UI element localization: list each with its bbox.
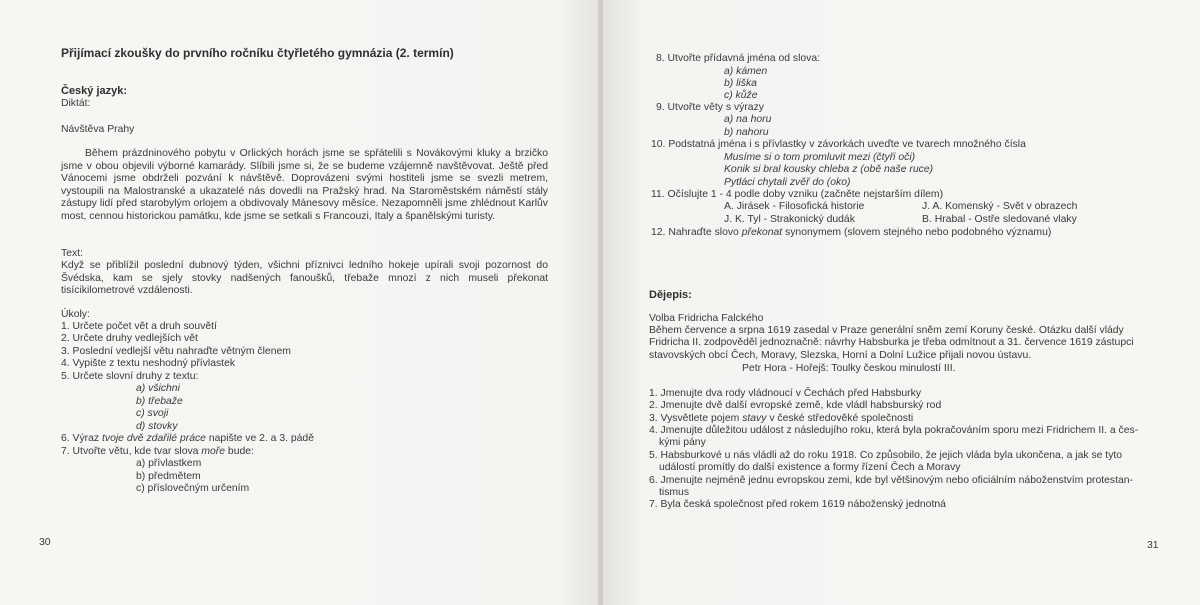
diktat-label: Diktát: bbox=[61, 98, 91, 109]
task11-option: A. Jirásek - Filosofická historie bbox=[724, 201, 865, 212]
task-item: 11. Očíslujte 1 - 4 podle doby vzniku (začněte nejstarším dílem) bbox=[651, 189, 944, 200]
task-item: 5. Určete slovní druhy z textu: bbox=[61, 371, 199, 382]
page-right bbox=[603, 0, 1200, 605]
task5-subitem: c) svoji bbox=[136, 408, 169, 419]
history-text-title: Volba Fridricha Falckého bbox=[649, 313, 764, 324]
history-task: 6. Jmenujte nejméně jednu evropskou zemi, kde byl většinovým nebo oficiálním náboženstvím protestan- bbox=[649, 475, 1133, 486]
task11-option: J. A. Komenský - Svět v obrazech bbox=[922, 201, 1078, 212]
task11-option: J. K. Tyl - Strakonický dudák bbox=[724, 214, 855, 225]
task10-subitem: Konik si bral kousky chleba z (obě naše ruce) bbox=[724, 164, 934, 175]
task7-subitem: b) předmětem bbox=[136, 471, 201, 482]
task-item: 6. Výraz tvoje dvě zdařilé práce napište ve 2. a 3. pádě bbox=[61, 433, 314, 444]
history-task: 3. Vysvětlete pojem stavy v české středověké společnosti bbox=[649, 413, 914, 424]
task-item: 7. Utvořte větu, kde tvar slova moře bude: bbox=[61, 446, 254, 457]
section-history-heading: Dějepis: bbox=[649, 289, 692, 301]
task7-subitem: a) přívlastkem bbox=[136, 458, 202, 469]
history-task: 5. Habsburkové u nás vládli až do roku 1918. Co způsobilo, že jejich vláda byla ukončena, a jak se tyto bbox=[649, 450, 1123, 461]
text-paragraph: Když se přiblížil poslední dubnový týden, všichni příznivci ledního hokeje upírali svoji pozornost do Švédska, kam se sjely stovky nadšených fanoušků, třebaže mnozí z nich museli překonat tisícikilometrové vzdálenosti. bbox=[61, 260, 548, 297]
task-item: 2. Určete druhy vedlejších vět bbox=[61, 333, 198, 344]
task9-subitem: b) nahoru bbox=[724, 127, 769, 138]
page-number: 31 bbox=[1147, 540, 1159, 551]
task10-subitem: Pytláci chytali zvěř do (oko) bbox=[724, 177, 851, 188]
task11-option: B. Hrabal - Ostře sledované vlaky bbox=[922, 214, 1077, 225]
page-number: 30 bbox=[39, 537, 51, 548]
history-task: 1. Jmenujte dva rody vládnoucí v Čechách před Habsburky bbox=[649, 388, 922, 399]
task-item: 1. Určete počet vět a druh souvětí bbox=[61, 321, 217, 332]
task5-subitem: b) třebaže bbox=[136, 396, 183, 407]
history-task: 7. Byla česká společnost před rokem 1619 náboženský jednotná bbox=[649, 499, 946, 510]
task-item: 4. Vypište z textu neshodný přívlastek bbox=[61, 358, 236, 369]
task-item: 9. Utvořte věty s výrazy bbox=[656, 102, 764, 113]
task-item: 10. Podstatná jména i s přívlastky v závorkách uveďte ve tvarech množného čísla bbox=[651, 139, 1026, 150]
history-task: 2. Jmenujte dvě další evropské země, kde vládl habsburský rod bbox=[649, 400, 942, 411]
task-item: 8. Utvořte přídavná jména od slova: bbox=[656, 53, 821, 64]
history-task: 4. Jmenujte důležitou událost z následujího roku, která byla pokračováním sporu mezi Fridrichem II. a čes- bbox=[649, 425, 1139, 436]
task-item: 3. Poslední vedlejší větu nahraďte větným členem bbox=[61, 346, 291, 357]
task10-subitem: Musíme si o tom promluvit mezi (čtyři oči) bbox=[724, 152, 916, 163]
page-left bbox=[0, 0, 598, 605]
diktat-paragraph: Během prázdninového pobytu v Orlických horách jsme se spřátelili s Novákovými kluky a brzičko jsme v obou objevili výborné kamarády. Slíbili jsme si, že se budeme vzájemně navštěvovat. Ještě před Vánocemi jsme obdrželi pozvání k návštěvě. Doprovázeni svými hostiteli jsme se svezli metrem, vystoupili na Malostranské a ukazatelé nás dovedli na Pražský hrad. Na Staroměstském náměstí stály zástupy lidí před starobylým orlojem a obdivovaly Mánesovy měsíce. Nezapomněli jsme zhlédnout Karlův most, cennou historickou památku, kde jsme se setkali s Francouzi, Italy a španělskými turisty. bbox=[61, 148, 548, 222]
task9-subitem: a) na horu bbox=[724, 114, 772, 125]
text-label: Text: bbox=[61, 248, 83, 259]
history-text-line: stavovských obcí Čech, Moravy, Slezska, Horní a Dolní Lužice přijali novou ústavu. bbox=[649, 350, 1032, 361]
task5-subitem: d) stovky bbox=[136, 421, 178, 432]
task-item: 12. Nahraďte slovo překonat synonymem (slovem stejného nebo podobného významu) bbox=[651, 227, 1052, 238]
history-text-line: Fridricha II. zodpověděl jednoznačně: návrhy Habsburka je třeba odmítnout a 31. července 1619 zástupci bbox=[649, 337, 1134, 348]
task8-subitem: c) kůže bbox=[724, 90, 758, 101]
history-task-cont: událostí promítly do další existence a formy řízení Čech a Moravy bbox=[659, 462, 961, 473]
section-czech-heading: Český jazyk: bbox=[61, 85, 128, 97]
task8-subitem: a) kámen bbox=[724, 66, 768, 77]
task8-subitem: b) liška bbox=[724, 78, 757, 89]
diktat-title: Návštěva Prahy bbox=[61, 124, 135, 135]
history-task-cont: kými pány bbox=[659, 437, 706, 448]
history-text-line: Během července a srpna 1619 zasedal v Praze generální sněm zemí Koruny české. Otázku další vlády bbox=[649, 325, 1124, 336]
task7-subitem: c) příslovečným určením bbox=[136, 483, 250, 494]
task5-subitem: a) všichni bbox=[136, 383, 180, 394]
tasks-label: Úkoly: bbox=[61, 309, 90, 320]
page-title: Přijímací zkoušky do prvního ročníku čtyřletého gymnázia (2. termín) bbox=[61, 46, 454, 60]
history-task-cont: tismus bbox=[659, 487, 690, 498]
history-source: Petr Hora - Hořejš: Toulky českou minulostí III. bbox=[742, 363, 956, 374]
